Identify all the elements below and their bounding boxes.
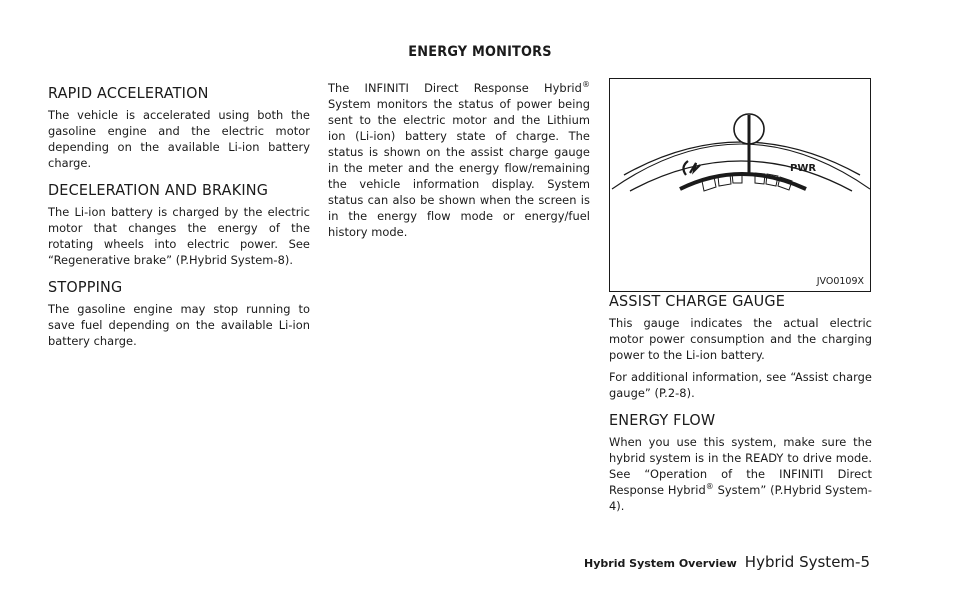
intro-rest: System monitors the status of power being sent to the electric motor and the Lithium ion (Li-ion) battery state of charge. The status is shown on the assist charge gauge in the meter and the energy flow/remaining the vehicle information display. System status can also be shown when the screen is in the energy flow mode or energy/fuel history mode. <box>328 97 590 239</box>
figure-code: JVO0109X <box>816 276 864 287</box>
registered-mark: ® <box>705 482 714 492</box>
assist-charge-gauge-figure <box>609 78 871 292</box>
energy-flow-lead: When you use this system, make sure the hybrid system is in the READY to drive mode. See “Operation of the INFINITI Direct Response Hybrid <box>609 435 872 497</box>
registered-mark: ® <box>581 80 590 90</box>
footer-section: Hybrid System Overview <box>584 557 737 570</box>
heading-deceleration-braking: DECELERATION AND BRAKING <box>48 181 269 199</box>
section-deceleration-braking <box>48 181 310 268</box>
heading-assist-charge-gauge: ASSIST CHARGE GAUGE <box>609 292 785 310</box>
section-energy-flow <box>609 411 872 514</box>
gauge-pwr-label: PWR <box>790 163 817 174</box>
section-rapid-acceleration <box>48 84 310 171</box>
right-column <box>609 78 872 514</box>
footer-page-number: Hybrid System-5 <box>744 553 870 571</box>
heading-energy-flow: ENERGY FLOW <box>609 411 716 429</box>
body-energy-flow <box>609 434 872 514</box>
section-assist-charge-gauge <box>609 292 872 401</box>
body-stopping: The gasoline engine may stop running to save fuel depending on the available Li-ion battery charge. <box>48 302 310 348</box>
body-assist-charge-gauge-1: This gauge indicates the actual electric motor power consumption and the charging power to the Li-ion battery. <box>609 316 872 362</box>
body-rapid-acceleration: The vehicle is accelerated using both the gasoline engine and the electric motor depending on the available Li-ion battery charge. <box>48 108 310 170</box>
section-stopping <box>48 278 310 349</box>
intro-lead: The INFINITI Direct Response Hybrid <box>328 81 582 95</box>
intro-paragraph <box>328 80 590 240</box>
heading-stopping: STOPPING <box>48 278 123 296</box>
energy-flow-rest: System” (P.Hybrid System-4). <box>609 483 872 513</box>
body-assist-charge-gauge-2: For additional information, see “Assist charge gauge” (P.2-8). <box>609 370 872 400</box>
body-deceleration-braking: The Li-ion battery is charged by the electric motor that changes the energy of the rotating wheels into electric power. See “Regenerative brake” (P.Hybrid System-8). <box>48 205 310 267</box>
gauge-label-layer <box>610 79 871 292</box>
left-column <box>48 84 310 349</box>
middle-column <box>328 80 590 240</box>
page-header: ENERGY MONITORS <box>408 44 552 60</box>
page-footer <box>584 552 870 571</box>
heading-rapid-acceleration: RAPID ACCELERATION <box>48 84 209 102</box>
